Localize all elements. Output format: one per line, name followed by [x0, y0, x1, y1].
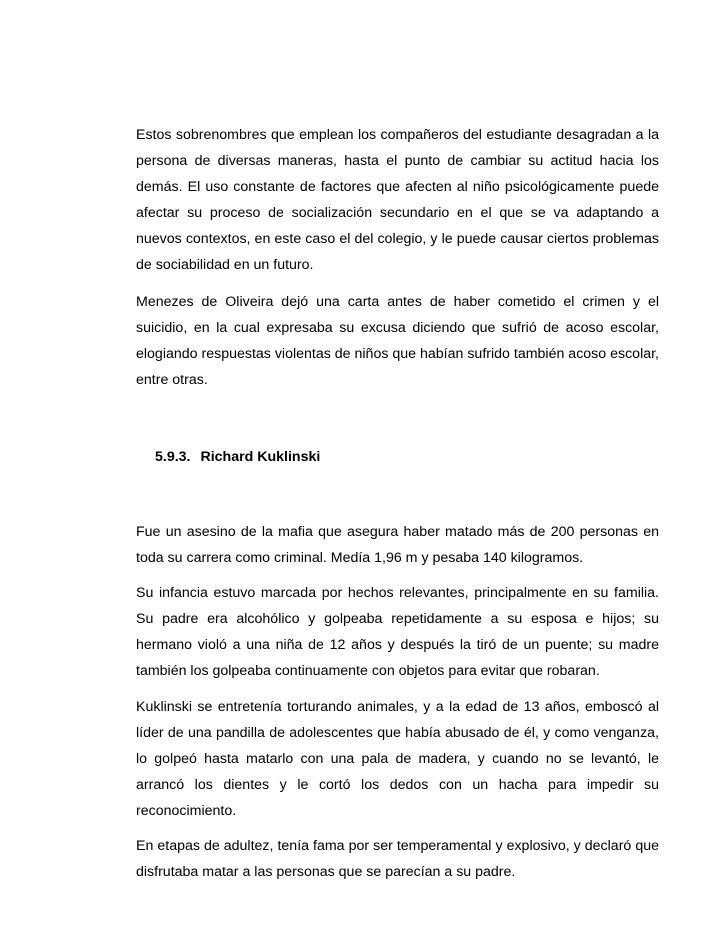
- paragraph-sobrenombres: Estos sobrenombres que emplean los compañeros del estudiante desagradan a la persona de diversas maneras, hasta el punto de cambiar su actitud hacia los demás. El uso constante de factores que afecten al niño psicológicamente puede afectar su proceso de socialización secundario en el que se va adaptando a nuevos contextos, en este caso el del colegio, y le puede causar ciertos problemas de sociabilidad en un futuro.: [136, 127, 659, 274]
- paragraph-infancia: Su infancia estuvo marcada por hechos relevantes, principalmente en su familia. Su padre era alcohólico y golpeaba repetidamente a su esposa e hijos; su hermano violó a una niña de 12 años y después la tiró de un puente; su madre también los golpeaba continuamente con objetos para evitar que robaran.: [136, 585, 659, 680]
- paragraph-menezes: Menezes de Oliveira dejó una carta antes de haber cometido el crimen y el suicidio, en la cual expresaba su excusa diciendo que sufrió de acoso escolar, elogiando respuestas violentas de niños que habían sufrido también acoso escolar, entre otras.: [136, 293, 659, 388]
- paragraph-asesino: Fue un asesino de la mafia que asegura haber matado más de 200 personas en toda su carrera como criminal. Medía 1,96 m y pesaba 140 kilogramos.: [136, 523, 659, 567]
- section-heading: [155, 444, 659, 470]
- section-title: Richard Kuklinski: [200, 448, 321, 465]
- paragraph-adultez: En etapas de adultez, tenía fama por ser temperamental y explosivo, y declaró que disfrutaba matar a las personas que se parecían a su padre.: [136, 837, 659, 881]
- document-page: [136, 122, 659, 885]
- paragraph-torturando: Kuklinski se entretenía torturando animales, y a la edad de 13 años, emboscó al líder de una pandilla de adolescentes que había abusado de él, y como venganza, lo golpeó hasta matarlo con una pala de madera, y cuando no se levantó, le arrancó los dientes y le cortó los dedos con un hacha para impedir su reconocimiento.: [136, 698, 659, 819]
- section-number: 5.9.3.: [155, 448, 191, 465]
